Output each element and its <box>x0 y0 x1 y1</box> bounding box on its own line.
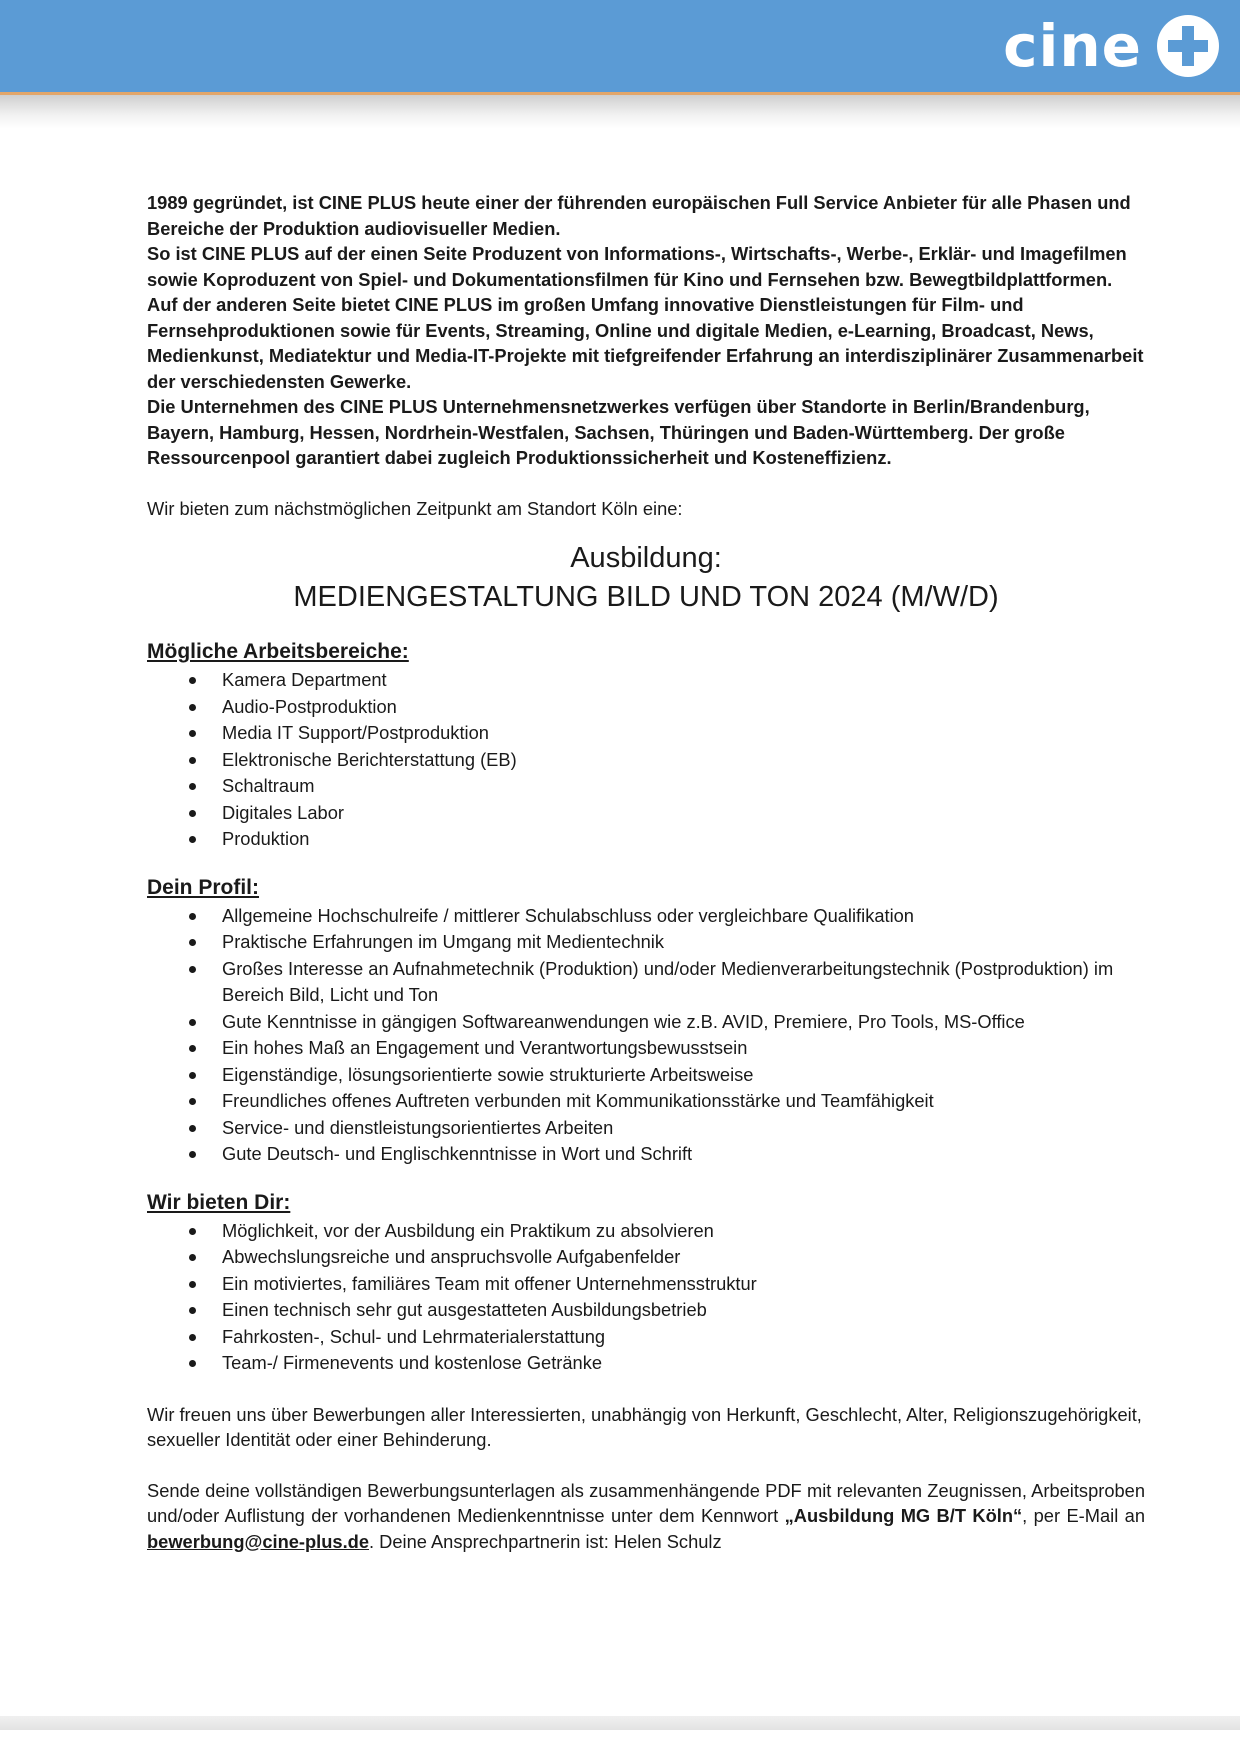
list-item-text: Kamera Department <box>222 669 387 690</box>
list-item-text: Abwechslungsreiche und anspruchsvolle Aufgabenfelder <box>222 1246 681 1267</box>
list-item-text: Einen technisch sehr gut ausgestatteten Ausbildungsbetrieb <box>222 1299 707 1320</box>
bullet-icon <box>189 1098 196 1105</box>
list-item <box>147 1244 1145 1271</box>
bullet-icon <box>189 757 196 764</box>
bullet-icon <box>189 677 196 684</box>
list-item-text: Gute Kenntnisse in gängigen Softwareanwendungen wie z.B. AVID, Premiere, Pro Tools, MS-Office <box>222 1010 1025 1032</box>
company-intro <box>147 190 1145 471</box>
list-item-text: Fahrkosten-, Schul- und Lehrmaterialerstattung <box>222 1325 606 1347</box>
bullet-icon <box>189 836 196 843</box>
bullet-icon <box>189 939 196 946</box>
list-item <box>147 1009 1145 1036</box>
bullet-icon <box>189 1307 196 1314</box>
list-item <box>147 956 1145 1009</box>
list-item-text: Schaltraum <box>222 775 315 796</box>
application-text-3: . Deine Ansprechpartnerin ist: Helen Schulz <box>369 1530 722 1552</box>
list-item <box>147 1088 1145 1115</box>
plus-icon <box>1156 14 1220 78</box>
job-title <box>147 539 1145 617</box>
list-item <box>147 929 1145 956</box>
bullet-icon <box>189 1360 196 1367</box>
bullet-icon <box>189 1019 196 1026</box>
list-item-text: Digitales Labor <box>222 801 344 823</box>
list-item <box>147 1115 1145 1142</box>
list-item-text: Ein motiviertes, familiäres Team mit offener Unternehmensstruktur <box>222 1272 757 1294</box>
list-item <box>147 667 1145 694</box>
list-item-text: Eigenständige, lösungsorientierte sowie strukturierte Arbeitsweise <box>222 1063 754 1085</box>
logo-text: cine <box>1003 12 1142 80</box>
list-item <box>147 1297 1145 1324</box>
bullet-icon <box>189 1281 196 1288</box>
application-instructions <box>147 1478 1145 1555</box>
list-item-text: Audio-Postproduktion <box>222 695 397 717</box>
bullet-icon <box>189 1228 196 1235</box>
list-item <box>147 1141 1145 1168</box>
list-item <box>147 1350 1145 1377</box>
list-item-text: Praktische Erfahrungen im Umgang mit Medientechnik <box>222 931 664 952</box>
application-email-link[interactable]: bewerbung@cine-plus.de <box>147 1530 369 1552</box>
bullet-icon <box>189 913 196 920</box>
job-title-line-1: Ausbildung: <box>570 542 722 574</box>
list-item <box>147 800 1145 827</box>
list-item <box>147 1324 1145 1351</box>
section-heading-profil: Dein Profil: <box>147 875 260 899</box>
bullet-icon <box>189 966 196 973</box>
list-item <box>147 1271 1145 1298</box>
list-item-text: Service- und dienstleistungsorientiertes Arbeiten <box>222 1116 614 1138</box>
list-item-text: Elektronische Berichterstattung (EB) <box>222 748 517 770</box>
section-heading-angebot: Wir bieten Dir: <box>147 1190 291 1214</box>
job-title-line-2: MEDIENGESTALTUNG BILD UND TON 2024 (M/W/D) <box>293 581 999 613</box>
bullet-icon <box>189 1125 196 1132</box>
list-item <box>147 903 1145 930</box>
bullet-icon <box>189 783 196 790</box>
bullet-icon <box>189 1334 196 1341</box>
profil-list <box>147 903 1145 1168</box>
list-item <box>147 747 1145 774</box>
header-bar <box>0 0 1240 92</box>
bullet-icon <box>189 1254 196 1261</box>
bullet-icon <box>189 704 196 711</box>
footer-line <box>0 1716 1240 1730</box>
list-item <box>147 720 1145 747</box>
bullet-icon <box>189 1045 196 1052</box>
diversity-statement: Wir freuen uns über Bewerbungen aller Interessierten, unabhängig von Herkunft, Geschlecht, Alter, Religionszugehörigkeit, sexueller Identität oder einer Behinderung. <box>147 1403 1142 1450</box>
angebot-list <box>147 1218 1145 1377</box>
list-item <box>147 1218 1145 1245</box>
list-item-text: Media IT Support/Postproduktion <box>222 722 489 743</box>
document-body <box>147 190 1145 1554</box>
header-shadow <box>0 95 1240 129</box>
list-item <box>147 826 1145 853</box>
list-item-text: Ein hohes Maß an Engagement und Verantwortungsbewusstsein <box>222 1037 748 1058</box>
list-item-text: Freundliches offenes Auftreten verbunden mit Kommunikationsstärke und Teamfähigkeit <box>222 1090 934 1111</box>
list-item <box>147 1062 1145 1089</box>
offer-lead: Wir bieten zum nächstmöglichen Zeitpunkt am Standort Köln eine: <box>147 497 683 519</box>
intro-paragraph-1: 1989 gegründet, ist CINE PLUS heute einer der führenden europäischen Full Service Anbieter für alle Phasen und Bereiche der Produktion audiovisueller Medien. <box>147 192 1131 239</box>
list-item <box>147 773 1145 800</box>
cine-plus-logo <box>1003 14 1220 78</box>
section-heading-arbeitsbereiche: Mögliche Arbeitsbereiche: <box>147 640 409 663</box>
list-item-text: Produktion <box>222 828 310 849</box>
list-item-text: Möglichkeit, vor der Ausbildung ein Praktikum zu absolvieren <box>222 1219 714 1241</box>
list-item-text: Team-/ Firmenevents und kostenlose Getränke <box>222 1352 603 1373</box>
intro-paragraph-3: Die Unternehmen des CINE PLUS Unternehmensnetzwerkes verfügen über Standorte in Berlin/Brandenburg, Bayern, Hamburg, Hessen, Nordrhein-Westfalen, Sachsen, Thüringen und Baden-Württemberg. Der große Ressourcenpool garantiert dabei zugleich Produktionssicherheit und Kosteneffizienz. <box>147 396 1090 468</box>
bullet-icon <box>189 1072 196 1079</box>
list-item <box>147 1035 1145 1062</box>
application-text-2: , per E-Mail an <box>1022 1505 1145 1526</box>
application-text-1: Sende deine vollständigen Bewerbungsunterlagen als zusammenhängende PDF mit relevanten Zeugnissen, Arbeitsproben und/oder Auflistung der vorhandenen Medienkenntnisse unter dem Kennwort <box>147 1479 1145 1526</box>
list-item <box>147 694 1145 721</box>
application-keyword: „Ausbildung MG B/T Köln“ <box>784 1505 1023 1526</box>
list-item-text: Gute Deutsch- und Englischkenntnisse in Wort und Schrift <box>222 1143 693 1164</box>
intro-paragraph-2: So ist CINE PLUS auf der einen Seite Produzent von Informations-, Wirtschafts-, Werbe-, Erklär- und Imagefilmen sowie Koproduzent von Spiel- und Dokumentationsfilmen für Kino und Fernsehen bzw. Bewegtbildplattformen. Auf der anderen Seite bietet CINE PLUS im großen Umfang innovative Dienstleistungen für Film- und Fernsehproduktionen sowie für Events, Streaming, Online und digitale Medien, e-Learning, Broadcast, News, Medienkunst, Mediatektur und Media-IT-Projekte mit tiefgreifender Erfahrung an interdisziplinärer Zusammenarbeit der verschiedensten Gewerke. <box>147 243 1144 392</box>
bullet-icon <box>189 810 196 817</box>
bullet-icon <box>189 1151 196 1158</box>
list-item-text: Großes Interesse an Aufnahmetechnik (Produktion) und/oder Medienverarbeitungstechnik (Postproduktion) im Bereich Bild, Licht und Ton <box>222 957 1114 1005</box>
list-item-text: Allgemeine Hochschulreife / mittlerer Schulabschluss oder vergleichbare Qualifikation <box>222 904 914 926</box>
bullet-icon <box>189 730 196 737</box>
arbeitsbereiche-list <box>147 667 1145 853</box>
